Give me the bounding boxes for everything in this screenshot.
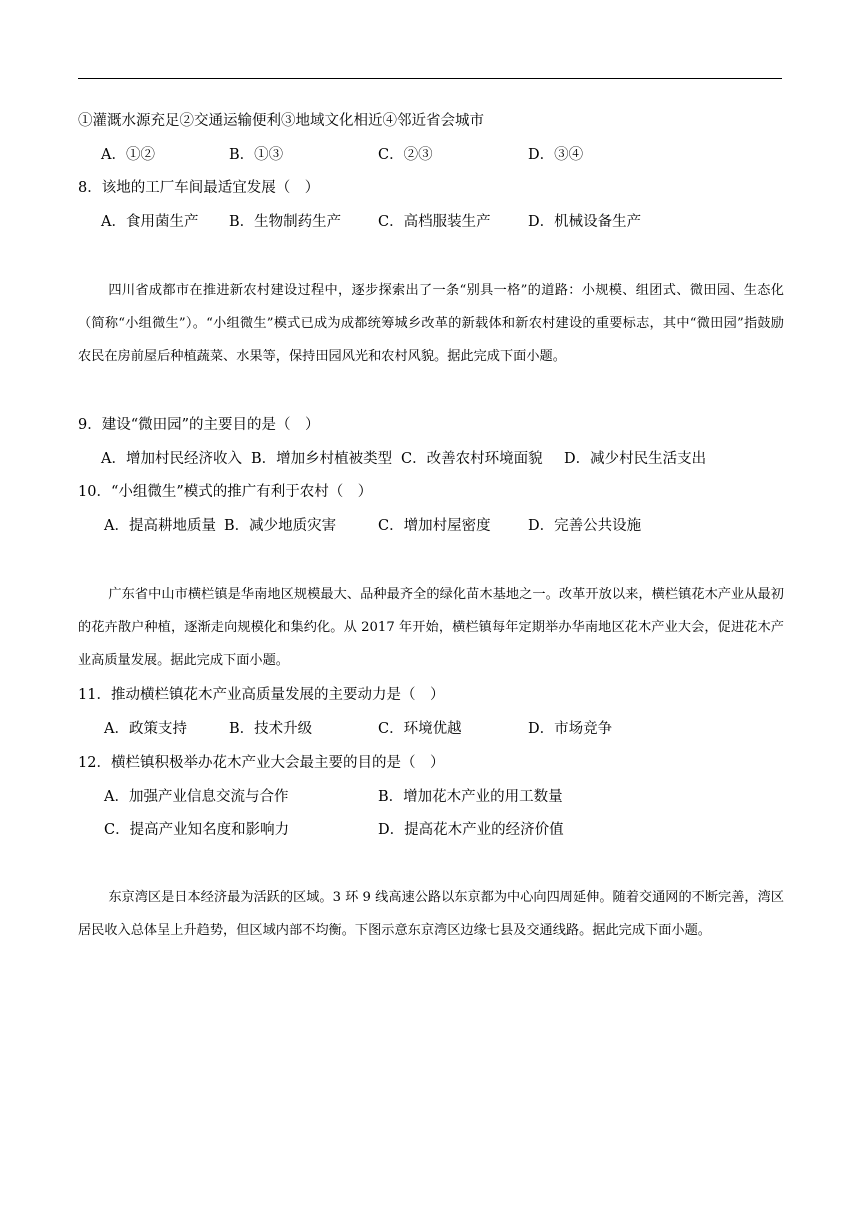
q9-option-b: B．增加乡村植被类型 [251, 451, 393, 467]
q9-option-d: D．减少村民生活支出 [564, 451, 707, 467]
q9-option-c: C．改善农村环境面貌 [401, 451, 543, 467]
header-rule [78, 78, 782, 79]
q12-option-b: B．增加花木产业的用工数量 [378, 789, 563, 805]
q12-option-a: A．加强产业信息交流与合作 [104, 789, 289, 805]
q8-option-a: A．食用菌生产 [101, 214, 199, 230]
q10-option-a: A．提高耕地质量 [104, 518, 216, 534]
q12-option-c: C．提高产业知名度和影响力 [104, 822, 290, 838]
q11-question: 11．推动横栏镇花木产业高质量发展的主要动力是（ ） [78, 687, 445, 703]
q7-statement: ①灌溉水源充足②交通运输便利③地域文化相近④邻近省会城市 [78, 113, 484, 129]
q9-question: 9．建设“微田园”的主要目的是（ ） [78, 417, 320, 433]
q8-option-c: C．高档服装生产 [378, 214, 491, 230]
q10-option-d: D．完善公共设施 [528, 518, 642, 534]
q12-option-d: D．提高花木产业的经济价值 [378, 822, 564, 838]
q12-question: 12．横栏镇积极举办花木产业大会最主要的目的是（ ） [78, 755, 445, 771]
passage-henglan: 广东省中山市横栏镇是华南地区规模最大、品种最齐全的绿化苗木基地之一。改革开放以来，横栏镇花木产业从最初的花卉散户种植，逐渐走向规模化和集约化。从 2017 年开始，横栏镇每年定期举办华南地区花木产业大会，促进花木产业高质量发展。据此完成下面小题。 [78, 587, 784, 668]
q10-option-c: C．增加村屋密度 [378, 518, 491, 534]
q11-option-c: C．环境优越 [378, 721, 462, 737]
q10-question: 10．“小组微生”模式的推广有利于农村（ ） [78, 484, 373, 500]
passage-chengdu: 四川省成都市在推进新农村建设过程中，逐步探索出了一条“别具一格”的道路：小规模、组团式、微田园、生态化（简称“小组微生”）。“小组微生”模式已成为成都统筹城乡改革的新载体和新农村建设的重要标志，其中“微田园”指鼓励农民在房前屋后种植蔬菜、水果等，保持田园风光和农村风貌。据此完成下面小题。 [78, 283, 784, 364]
passage-tokyo: 东京湾区是日本经济最为活跃的区域。3 环 9 线高速公路以东京都为中心向四周延伸。随着交通网的不断完善，湾区居民收入总体呈上升趋势，但区域内部不均衡。下图示意东京湾区边缘七县及交通线路。据此完成下面小题。 [78, 890, 784, 938]
q10-option-b: B．减少地质灾害 [224, 518, 337, 534]
q7-option-a: A．①② [101, 147, 155, 163]
q8-question: 8．该地的工厂车间最适宜发展（ ） [78, 180, 320, 196]
q11-option-d: D．市场竞争 [528, 721, 613, 737]
q7-option-d: D．③④ [528, 147, 584, 163]
q7-option-c: C．②③ [378, 147, 433, 163]
q8-option-b: B．生物制药生产 [229, 214, 342, 230]
q9-option-a: A．增加村民经济收入 [101, 451, 242, 467]
q11-option-a: A．政策支持 [104, 721, 187, 737]
q7-option-b: B．①③ [229, 147, 284, 163]
q11-option-b: B．技术升级 [229, 721, 313, 737]
q8-option-d: D．机械设备生产 [528, 214, 642, 230]
